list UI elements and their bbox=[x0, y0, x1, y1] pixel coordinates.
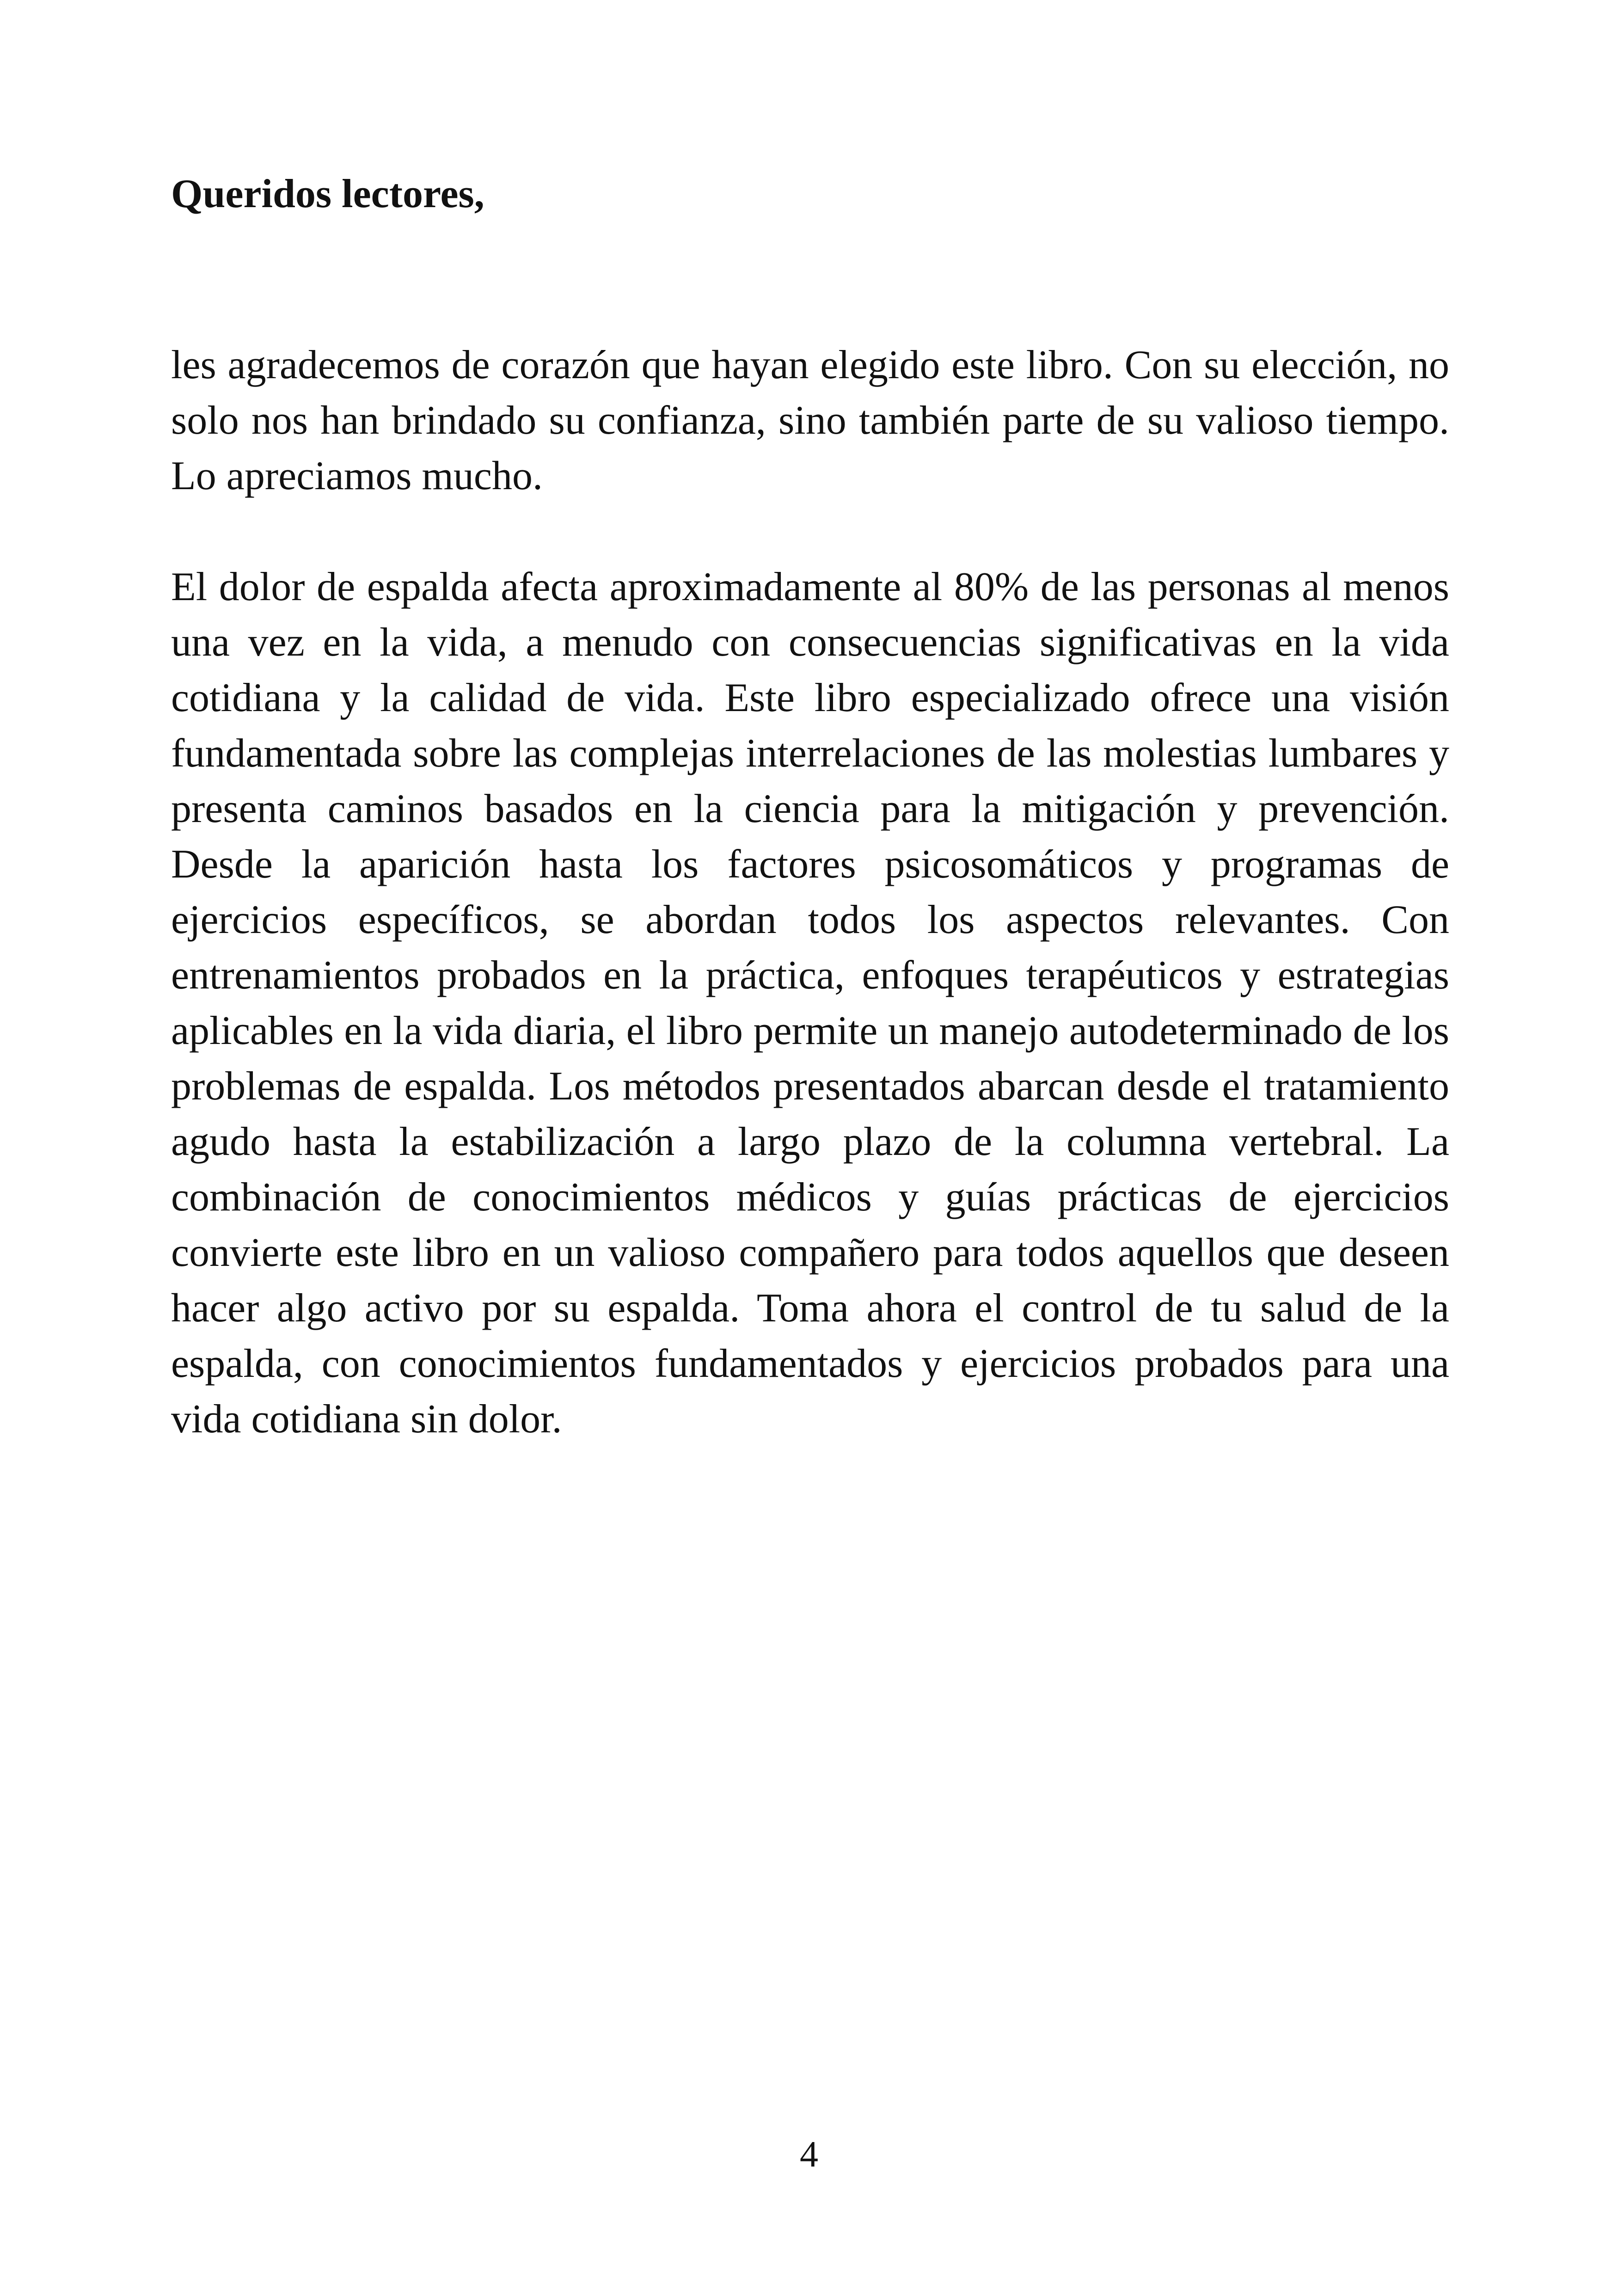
page-number: 4 bbox=[800, 2134, 818, 2175]
intro-paragraph: les agradecemos de corazón que hayan elegido este libro. Con su elección, no solo nos han brindado su confianza, sino también parte de su valioso tiempo. Lo apreciamos mucho. bbox=[171, 343, 1449, 498]
salutation-heading: Queridos lectores, bbox=[171, 172, 484, 216]
page-content bbox=[171, 166, 1449, 1447]
body-paragraph: El dolor de espalda afecta aproximadamente al 80% de las personas al menos una vez en la vida, a menudo con consecuencias significativas en la vida cotidiana y la calidad de vida. Este libro especializado ofrece una visión fundamentada sobre las complejas interrelaciones de las molestias lumbares y presenta caminos basados en la ciencia para la mitigación y prevención. Desde la aparición hasta los factores psicosomáticos y programas de ejercicios específicos, se abordan todos los aspectos relevantes. Con entrenamientos probados en la práctica, enfoques terapéuticos y estrategias aplicables en la vida diaria, el libro permite un manejo autodeterminado de los problemas de espalda. Los métodos presentados abarcan desde el tratamiento agudo hasta la estabilización a largo plazo de la columna vertebral. La combinación de conocimientos médicos y guías prácticas de ejercicios convierte este libro en un valioso compañero para todos aquellos que deseen hacer algo activo por su espalda. Toma ahora el control de tu salud de la espalda, con conocimientos fundamentados y ejercicios probados para una vida cotidiana sin dolor. bbox=[171, 565, 1449, 1442]
